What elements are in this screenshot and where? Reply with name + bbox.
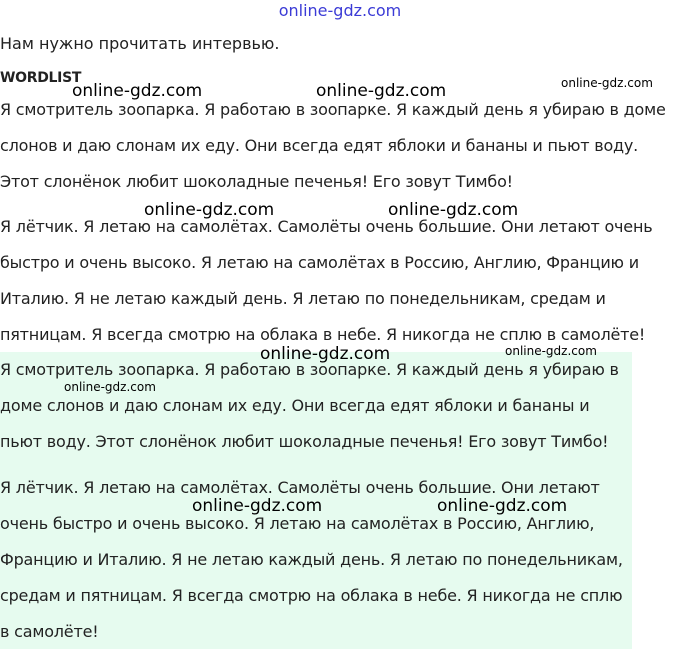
watermark: online-gdz.com — [144, 200, 275, 220]
watermark: online-gdz.com — [437, 496, 568, 516]
watermark: online-gdz.com — [388, 200, 519, 220]
intro-text: Нам нужно прочитать интервью. — [0, 34, 280, 53]
watermark: online-gdz.com — [72, 81, 203, 101]
answer-paragraph-zookeeper: Я смотритель зоопарка. Я работаю в зоопарке. Я каждый день я убираю в доме слонов и даю слонам их еду. Они всегда едят яблоки и бананы и пьют воду. Этот слонёнок любит шоколадные печенья! Его зовут Тимбо! — [0, 360, 619, 451]
watermark: online-gdz.com — [64, 380, 156, 394]
watermark: online-gdz.com — [561, 76, 653, 90]
wordlist-label: WORDLIST — [0, 70, 82, 86]
site-header-link[interactable]: online-gdz.com — [278, 1, 402, 20]
watermark: online-gdz.com — [260, 344, 391, 364]
watermark: online-gdz.com — [192, 496, 323, 516]
watermark: online-gdz.com — [316, 81, 447, 101]
watermark: online-gdz.com — [505, 344, 597, 358]
paragraph-pilot: Я лётчик. Я летаю на самолётах. Самолёты очень большие. Они летают очень быстро и очень высоко. Я летаю на самолётах в Россию, Англию, Францию и Италию. Я не летаю каждый день. Я летаю по понедельникам, средам и пятницам. Я всегда смотрю на облака в небе. Я никогда не сплю в самолёте! — [0, 217, 653, 344]
answer-paragraph-pilot: Я лётчик. Я летаю на самолётах. Самолёты очень большие. Они летают очень быстро и очень высоко. Я летаю на самолётах в Россию, Англию, Францию и Италию. Я не летаю каждый день. Я летаю по понедельникам, средам и пятницам. Я всегда смотрю на облака в небе. Я никогда не сплю в самолёте! — [0, 478, 623, 641]
paragraph-zookeeper: Я смотритель зоопарка. Я работаю в зоопарке. Я каждый день я убираю в доме слонов и даю слонам их еду. Они всегда едят яблоки и бананы и пьют воду. Этот слонёнок любит шоколадные печенья! Его зовут Тимбо! — [0, 100, 666, 191]
